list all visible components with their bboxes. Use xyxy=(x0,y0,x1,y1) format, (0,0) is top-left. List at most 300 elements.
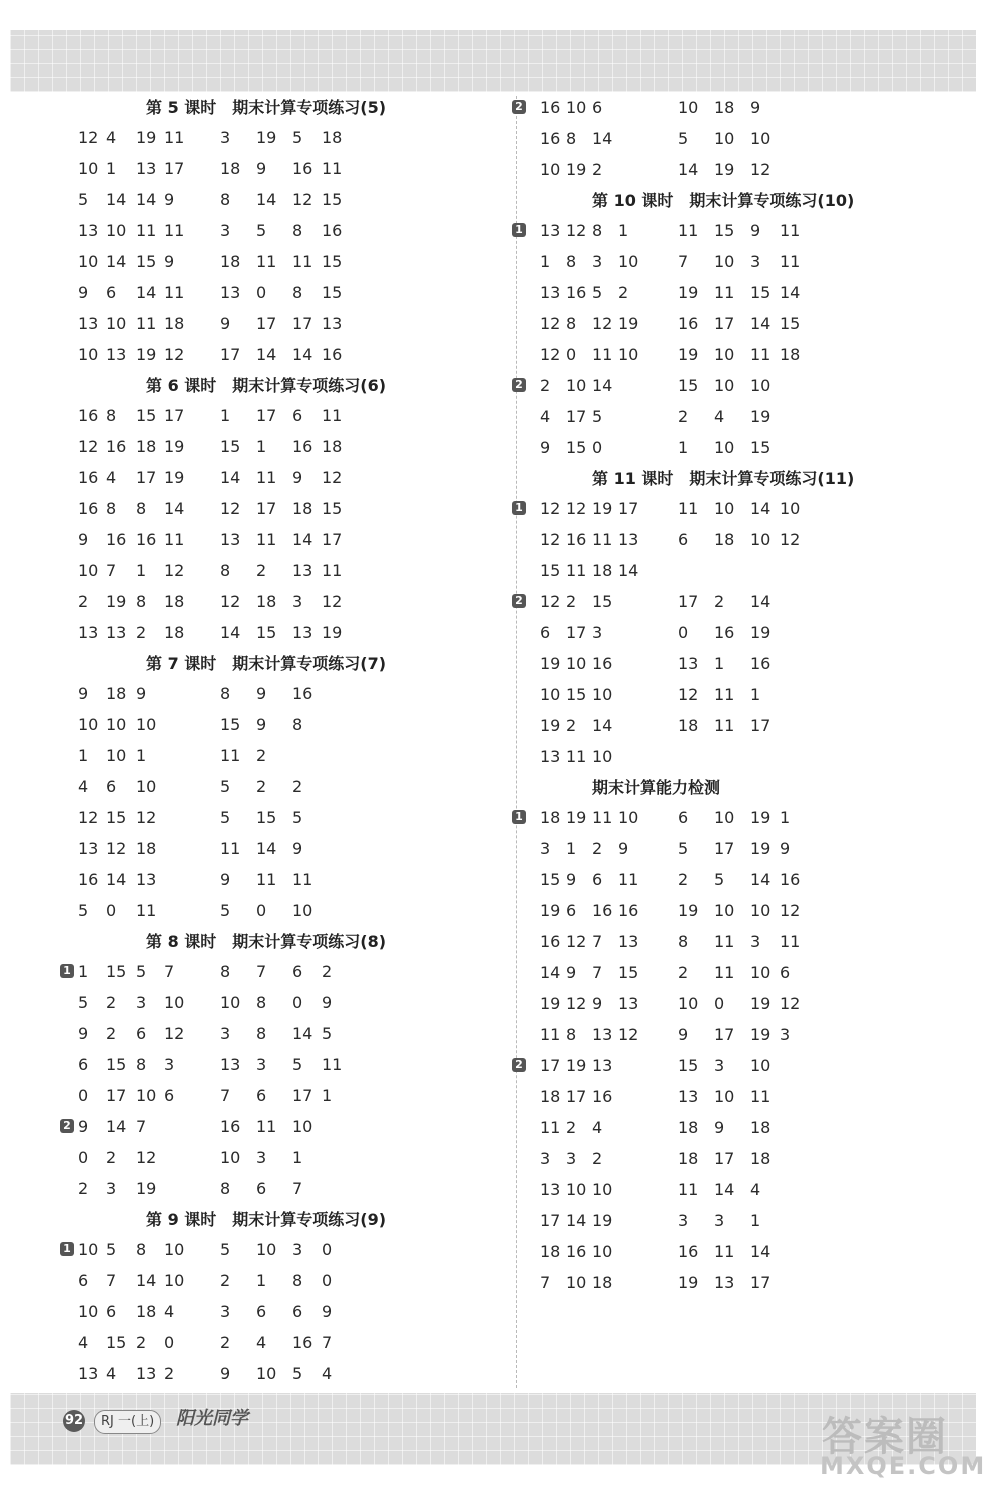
answer-value: 9 xyxy=(322,1302,333,1321)
right-column xyxy=(508,92,948,1298)
question-number-badge: 2 xyxy=(512,100,526,114)
answer-value: 5 xyxy=(136,962,147,981)
answer-value: 9 xyxy=(78,1024,89,1043)
answer-value: 12 xyxy=(618,1025,639,1044)
answer-value: 12 xyxy=(78,437,99,456)
answer-value: 13 xyxy=(220,1055,241,1074)
answer-value: 15 xyxy=(678,376,699,395)
answer-value: 8 xyxy=(566,252,577,271)
answer-value: 9 xyxy=(540,438,551,457)
answer-value: 4 xyxy=(78,1333,89,1352)
answer-value: 13 xyxy=(78,1364,99,1383)
answer-value: 9 xyxy=(256,684,267,703)
answer-value: 16 xyxy=(540,129,561,148)
answer-value: 15 xyxy=(256,808,277,827)
answer-value: 5 xyxy=(220,901,231,920)
answer-value: 19 xyxy=(566,1056,587,1075)
answer-value: 2 xyxy=(220,1333,231,1352)
answer-value: 19 xyxy=(164,468,185,487)
answer-value: 14 xyxy=(292,345,313,364)
answer-value: 10 xyxy=(592,1242,613,1261)
answer-row xyxy=(70,1358,510,1389)
answer-value: 13 xyxy=(78,221,99,240)
answer-value: 7 xyxy=(292,1179,303,1198)
answer-value: 7 xyxy=(322,1333,333,1352)
answer-row xyxy=(70,1296,510,1327)
answer-value: 11 xyxy=(136,314,157,333)
answer-value: 16 xyxy=(678,1242,699,1261)
answer-value: 11 xyxy=(618,870,639,889)
answer-value: 18 xyxy=(678,1149,699,1168)
answer-value: 6 xyxy=(256,1179,267,1198)
answer-value: 10 xyxy=(566,654,587,673)
answer-value: 8 xyxy=(292,221,303,240)
answer-value: 5 xyxy=(714,870,725,889)
answer-value: 6 xyxy=(780,963,791,982)
answer-value: 18 xyxy=(256,592,277,611)
answer-value: 10 xyxy=(714,345,735,364)
answer-value: 17 xyxy=(256,499,277,518)
answer-value: 8 xyxy=(292,283,303,302)
answer-value: 10 xyxy=(220,1148,241,1167)
answer-value: 18 xyxy=(106,684,127,703)
answer-row xyxy=(70,400,510,431)
answer-value: 6 xyxy=(256,1086,267,1105)
answer-value: 14 xyxy=(292,530,313,549)
answer-value: 16 xyxy=(292,437,313,456)
answer-value: 16 xyxy=(566,530,587,549)
answer-value: 3 xyxy=(220,128,231,147)
answer-value: 10 xyxy=(566,98,587,117)
answer-value: 9 xyxy=(256,715,267,734)
answer-value: 17 xyxy=(256,406,277,425)
answer-row xyxy=(508,586,948,617)
answer-value: 2 xyxy=(678,407,689,426)
answer-row xyxy=(70,617,510,648)
answer-value: 19 xyxy=(592,499,613,518)
answer-value: 19 xyxy=(136,1179,157,1198)
answer-row xyxy=(508,1205,948,1236)
answer-value: 13 xyxy=(714,1273,735,1292)
answer-value: 6 xyxy=(292,406,303,425)
answer-value: 6 xyxy=(106,1302,117,1321)
answer-value: 0 xyxy=(78,1148,89,1167)
answer-row xyxy=(508,308,948,339)
answer-value: 2 xyxy=(256,777,267,796)
answer-value: 16 xyxy=(592,1087,613,1106)
answer-value: 13 xyxy=(540,221,561,240)
answer-value: 3 xyxy=(592,623,603,642)
answer-value: 11 xyxy=(566,561,587,580)
answer-value: 0 xyxy=(566,345,577,364)
answer-value: 6 xyxy=(164,1086,175,1105)
answer-value: 10 xyxy=(714,252,735,271)
answer-value: 15 xyxy=(750,283,771,302)
answer-value: 3 xyxy=(750,932,761,951)
answer-value: 10 xyxy=(78,159,99,178)
answer-value: 5 xyxy=(220,777,231,796)
section-title: 第 6 课时 期末计算专项练习(6) xyxy=(146,376,387,395)
answer-value: 9 xyxy=(220,870,231,889)
answer-value: 11 xyxy=(136,901,157,920)
answer-value: 6 xyxy=(678,808,689,827)
answer-value: 1 xyxy=(292,1148,303,1167)
answer-value: 8 xyxy=(220,684,231,703)
question-number-badge: 2 xyxy=(60,1119,74,1133)
answer-value: 15 xyxy=(592,592,613,611)
answer-value: 0 xyxy=(714,994,725,1013)
grade-label: RJ 一(上) xyxy=(94,1410,161,1434)
answer-value: 4 xyxy=(106,128,117,147)
answer-value: 10 xyxy=(714,438,735,457)
answer-value: 14 xyxy=(292,1024,313,1043)
answer-value: 4 xyxy=(106,1364,117,1383)
answer-value: 12 xyxy=(566,221,587,240)
answer-value: 3 xyxy=(136,993,147,1012)
answer-value: 2 xyxy=(106,1024,117,1043)
answer-value: 7 xyxy=(592,963,603,982)
answer-value: 12 xyxy=(540,314,561,333)
answer-value: 3 xyxy=(256,1055,267,1074)
answer-value: 13 xyxy=(678,654,699,673)
answer-value: 2 xyxy=(78,592,89,611)
answer-value: 14 xyxy=(164,499,185,518)
answer-value: 2 xyxy=(136,623,147,642)
answer-value: 7 xyxy=(678,252,689,271)
answer-row xyxy=(70,833,510,864)
answer-value: 9 xyxy=(292,839,303,858)
watermark-sub: MXQE.COM xyxy=(820,1452,987,1480)
answer-value: 16 xyxy=(592,901,613,920)
answer-value: 8 xyxy=(220,962,231,981)
answer-value: 14 xyxy=(678,160,699,179)
answer-value: 18 xyxy=(292,499,313,518)
answer-value: 13 xyxy=(106,345,127,364)
answer-value: 16 xyxy=(292,684,313,703)
answer-value: 10 xyxy=(592,747,613,766)
answer-value: 2 xyxy=(678,870,689,889)
answer-value: 12 xyxy=(566,994,587,1013)
answer-value: 3 xyxy=(750,252,761,271)
answer-value: 9 xyxy=(678,1025,689,1044)
answer-value: 4 xyxy=(106,468,117,487)
answer-value: 3 xyxy=(714,1056,725,1075)
answer-value: 9 xyxy=(750,98,761,117)
answer-row xyxy=(70,339,510,370)
question-number-badge: 2 xyxy=(512,594,526,608)
answer-value: 8 xyxy=(220,561,231,580)
answer-value: 15 xyxy=(780,314,801,333)
answer-value: 10 xyxy=(678,98,699,117)
answer-value: 8 xyxy=(566,314,577,333)
answer-value: 16 xyxy=(78,870,99,889)
answer-value: 19 xyxy=(678,283,699,302)
answer-value: 3 xyxy=(106,1179,117,1198)
answer-value: 15 xyxy=(106,808,127,827)
answer-value: 4 xyxy=(714,407,725,426)
answer-value: 9 xyxy=(164,252,175,271)
answer-value: 16 xyxy=(322,221,343,240)
answer-value: 10 xyxy=(256,1364,277,1383)
answer-value: 19 xyxy=(750,808,771,827)
answer-value: 7 xyxy=(106,561,117,580)
answer-value: 3 xyxy=(220,221,231,240)
answer-row xyxy=(508,1112,948,1143)
answer-value: 12 xyxy=(164,561,185,580)
answer-value: 7 xyxy=(256,962,267,981)
answer-value: 17 xyxy=(164,406,185,425)
answer-value: 0 xyxy=(78,1086,89,1105)
answer-value: 10 xyxy=(592,685,613,704)
answer-value: 16 xyxy=(292,1333,313,1352)
answer-value: 16 xyxy=(106,437,127,456)
answer-value: 12 xyxy=(164,1024,185,1043)
answer-value: 12 xyxy=(750,160,771,179)
answer-value: 2 xyxy=(714,592,725,611)
answer-value: 5 xyxy=(78,993,89,1012)
question-number-badge: 2 xyxy=(512,1058,526,1072)
answer-value: 12 xyxy=(136,808,157,827)
answer-value: 11 xyxy=(714,1242,735,1261)
answer-value: 11 xyxy=(750,1087,771,1106)
answer-value: 10 xyxy=(618,345,639,364)
answer-value: 10 xyxy=(78,1240,99,1259)
answer-row xyxy=(70,462,510,493)
answer-value: 2 xyxy=(566,716,577,735)
answer-value: 14 xyxy=(618,561,639,580)
answer-value: 16 xyxy=(540,98,561,117)
answer-value: 17 xyxy=(220,345,241,364)
answer-value: 5 xyxy=(292,808,303,827)
answer-value: 9 xyxy=(136,684,147,703)
answer-value: 10 xyxy=(540,160,561,179)
answer-value: 13 xyxy=(322,314,343,333)
answer-value: 13 xyxy=(618,932,639,951)
answer-value: 2 xyxy=(106,1148,117,1167)
answer-value: 15 xyxy=(322,190,343,209)
answer-value: 18 xyxy=(750,1149,771,1168)
answer-value: 14 xyxy=(136,283,157,302)
answer-row xyxy=(508,1267,948,1298)
answer-value: 13 xyxy=(618,994,639,1013)
answer-row xyxy=(70,246,510,277)
answer-value: 8 xyxy=(136,499,147,518)
answer-value: 16 xyxy=(540,932,561,951)
answer-value: 1 xyxy=(540,252,551,271)
answer-value: 13 xyxy=(618,530,639,549)
answer-value: 2 xyxy=(592,160,603,179)
answer-row xyxy=(70,1265,510,1296)
answer-value: 1 xyxy=(618,221,629,240)
answer-value: 14 xyxy=(256,190,277,209)
answer-value: 1 xyxy=(750,685,761,704)
answer-value: 11 xyxy=(714,716,735,735)
answer-value: 13 xyxy=(220,530,241,549)
answer-value: 12 xyxy=(592,314,613,333)
answer-value: 11 xyxy=(322,159,343,178)
answer-value: 10 xyxy=(714,376,735,395)
answer-value: 1 xyxy=(256,437,267,456)
answer-row xyxy=(70,586,510,617)
answer-value: 9 xyxy=(566,870,577,889)
answer-value: 17 xyxy=(540,1211,561,1230)
answer-value: 13 xyxy=(540,283,561,302)
section-title: 第 9 课时 期末计算专项练习(9) xyxy=(146,1210,387,1229)
answer-value: 5 xyxy=(220,808,231,827)
answer-value: 13 xyxy=(678,1087,699,1106)
answer-value: 2 xyxy=(678,963,689,982)
answer-value: 9 xyxy=(750,221,761,240)
answer-value: 16 xyxy=(78,406,99,425)
answer-value: 4 xyxy=(322,1364,333,1383)
answer-value: 17 xyxy=(292,314,313,333)
answer-row xyxy=(508,957,948,988)
answer-row xyxy=(70,215,510,246)
answer-row xyxy=(508,802,948,833)
answer-value: 2 xyxy=(106,993,117,1012)
answer-value: 17 xyxy=(714,314,735,333)
answer-value: 19 xyxy=(540,654,561,673)
answer-value: 10 xyxy=(136,1086,157,1105)
answer-value: 3 xyxy=(566,1149,577,1168)
answer-value: 12 xyxy=(540,592,561,611)
answer-value: 5 xyxy=(256,221,267,240)
answer-value: 8 xyxy=(678,932,689,951)
answer-value: 10 xyxy=(714,499,735,518)
answer-value: 16 xyxy=(678,314,699,333)
answer-value: 11 xyxy=(714,963,735,982)
answer-value: 1 xyxy=(678,438,689,457)
answer-row xyxy=(508,215,948,246)
answer-value: 14 xyxy=(106,190,127,209)
answer-value: 14 xyxy=(106,870,127,889)
answer-value: 13 xyxy=(106,623,127,642)
answer-value: 17 xyxy=(292,1086,313,1105)
answer-value: 11 xyxy=(678,221,699,240)
answer-value: 19 xyxy=(136,345,157,364)
answer-value: 8 xyxy=(106,499,117,518)
answer-value: 11 xyxy=(220,746,241,765)
answer-value: 17 xyxy=(566,407,587,426)
answer-value: 6 xyxy=(106,283,117,302)
answer-row xyxy=(508,277,948,308)
answer-value: 4 xyxy=(540,407,551,426)
answer-value: 10 xyxy=(78,1302,99,1321)
answer-value: 9 xyxy=(322,993,333,1012)
answer-value: 10 xyxy=(164,993,185,1012)
answer-value: 15 xyxy=(714,221,735,240)
answer-value: 12 xyxy=(566,499,587,518)
answer-value: 8 xyxy=(136,592,147,611)
answer-value: 1 xyxy=(78,746,89,765)
answer-value: 16 xyxy=(106,530,127,549)
answer-value: 2 xyxy=(592,1149,603,1168)
answer-value: 13 xyxy=(592,1056,613,1075)
section-title: 第 8 课时 期末计算专项练习(8) xyxy=(146,932,387,951)
answer-value: 18 xyxy=(164,314,185,333)
answer-value: 12 xyxy=(322,468,343,487)
answer-value: 14 xyxy=(750,870,771,889)
answer-value: 11 xyxy=(678,499,699,518)
answer-value: 13 xyxy=(136,159,157,178)
answer-value: 9 xyxy=(256,159,267,178)
answer-row xyxy=(508,1019,948,1050)
answer-value: 6 xyxy=(540,623,551,642)
answer-row xyxy=(508,617,948,648)
answer-value: 18 xyxy=(220,159,241,178)
answer-value: 13 xyxy=(78,314,99,333)
answer-value: 18 xyxy=(592,1273,613,1292)
answer-value: 10 xyxy=(750,530,771,549)
answer-value: 0 xyxy=(322,1271,333,1290)
answer-value: 15 xyxy=(750,438,771,457)
answer-row xyxy=(70,153,510,184)
answer-value: 16 xyxy=(714,623,735,642)
answer-row xyxy=(70,555,510,586)
answer-value: 9 xyxy=(78,1117,89,1136)
answer-value: 11 xyxy=(714,932,735,951)
question-number-badge: 1 xyxy=(512,223,526,237)
answer-value: 1 xyxy=(136,746,147,765)
answer-row xyxy=(70,493,510,524)
answer-value: 12 xyxy=(780,994,801,1013)
answer-value: 5 xyxy=(292,1055,303,1074)
answer-value: 10 xyxy=(678,994,699,1013)
answer-value: 8 xyxy=(566,1025,577,1044)
answer-value: 10 xyxy=(106,715,127,734)
answer-value: 12 xyxy=(136,1148,157,1167)
answer-value: 11 xyxy=(780,932,801,951)
answer-value: 11 xyxy=(164,221,185,240)
answer-value: 11 xyxy=(714,685,735,704)
answer-value: 15 xyxy=(618,963,639,982)
answer-row xyxy=(70,1080,510,1111)
answer-value: 0 xyxy=(678,623,689,642)
answer-row xyxy=(508,1081,948,1112)
answer-value: 19 xyxy=(322,623,343,642)
answer-row xyxy=(508,710,948,741)
answer-value: 8 xyxy=(256,993,267,1012)
answer-value: 14 xyxy=(750,314,771,333)
answer-value: 3 xyxy=(164,1055,175,1074)
answer-value: 16 xyxy=(618,901,639,920)
answer-value: 10 xyxy=(566,1273,587,1292)
answer-value: 12 xyxy=(540,345,561,364)
answer-value: 3 xyxy=(256,1148,267,1167)
answer-value: 16 xyxy=(220,1117,241,1136)
answer-value: 12 xyxy=(322,592,343,611)
answer-value: 16 xyxy=(322,345,343,364)
answer-value: 11 xyxy=(256,468,277,487)
answer-value: 18 xyxy=(322,437,343,456)
answer-value: 11 xyxy=(256,530,277,549)
answer-row xyxy=(508,648,948,679)
answer-value: 18 xyxy=(136,1302,157,1321)
answer-value: 15 xyxy=(106,1333,127,1352)
answer-value: 11 xyxy=(566,747,587,766)
answer-value: 1 xyxy=(780,808,791,827)
answer-value: 16 xyxy=(78,499,99,518)
answer-value: 5 xyxy=(322,1024,333,1043)
answer-value: 11 xyxy=(322,561,343,580)
answer-value: 12 xyxy=(164,345,185,364)
answer-value: 12 xyxy=(566,932,587,951)
answer-row xyxy=(508,1236,948,1267)
answer-value: 15 xyxy=(220,437,241,456)
answer-value: 18 xyxy=(322,128,343,147)
answer-value: 9 xyxy=(78,684,89,703)
answer-value: 15 xyxy=(106,962,127,981)
